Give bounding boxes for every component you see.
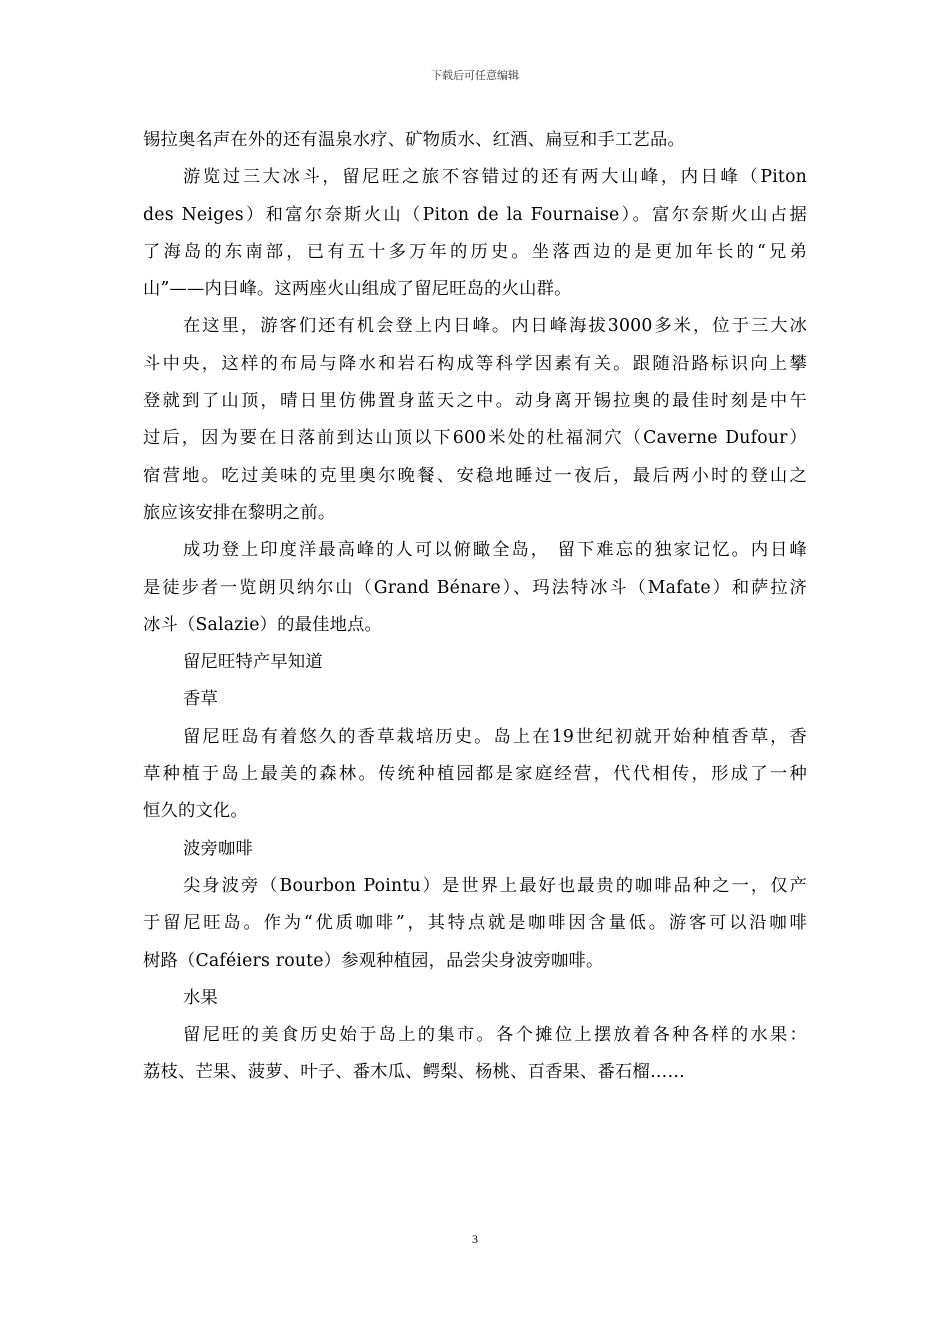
text-line: 于留尼旺岛。作为“优质咖啡”，其特点就是咖啡因含量低。游客可以沿咖啡 <box>143 913 807 934</box>
text-line: 草种植于岛上最美的森林。传统种植园都是家庭经营，代代相传，形成了一种 <box>143 764 807 785</box>
text-line: 登就到了山顶，晴日里仿佛置身蓝天之中。动身离开锡拉奥的最佳时刻是中午 <box>143 391 807 412</box>
text-line: 成功登上印度洋最高峰的人可以俯瞰全岛， 留下难忘的独家记忆。内日峰 <box>183 540 807 561</box>
text-line: 锡拉奥名声在外的还有温泉水疗、矿物质水、红酒、扁豆和手工艺品。 <box>143 130 685 150</box>
text-line: 留尼旺的美食历史始于岛上的集市。各个摊位上摆放着各种各样的水果： <box>183 1025 807 1046</box>
section-heading: 波旁咖啡 <box>183 838 253 859</box>
text-line: 荔枝、芒果、菠萝、叶子、番木瓜、鳄梨、杨桃、百香果、番石榴…… <box>143 1062 685 1083</box>
text-line: 尖身波旁（Bourbon Pointu）是世界上最好也最贵的咖啡品种之一，仅产 <box>183 875 807 896</box>
text-line: 山”——内日峰。这两座火山组成了留尼旺岛的火山群。 <box>143 279 572 300</box>
text-line: 了海岛的东南部，已有五十多万年的历史。坐落西边的是更加年长的“兄弟 <box>143 241 807 262</box>
text-line: des Neiges）和富尔奈斯火山（Piton de la Fournaise）。富尔奈斯火山占据 <box>143 204 807 225</box>
text-line: 冰斗（Salazie）的最佳地点。 <box>143 614 383 635</box>
section-heading: 水果 <box>183 987 218 1008</box>
section-heading: 留尼旺特产早知道 <box>183 652 323 673</box>
text-line: 游览过三大冰斗，留尼旺之旅不容错过的还有两大山峰，内日峰（Piton <box>183 167 807 188</box>
text-line: 过后，因为要在日落前到达山顶以下600米处的杜福洞穴（Caverne Dufour） <box>143 428 807 449</box>
text-line: 留尼旺岛有着悠久的香草栽培历史。岛上在19世纪初就开始种植香草，香 <box>183 726 807 747</box>
text-line: 旅应该安排在黎明之前。 <box>143 502 336 523</box>
text-line: 恒久的文化。 <box>143 801 248 822</box>
page-number: 3 <box>472 1232 478 1246</box>
text-line: 是徒步者一览朗贝纳尔山（Grand Bénare）、玛法特冰斗（Mafate）和萨拉济 <box>143 577 807 598</box>
section-heading: 香草 <box>183 689 218 710</box>
page-header: 下载后可任意编辑 <box>431 69 519 82</box>
text-line: 宿营地。吃过美味的克里奥尔晚餐、安稳地睡过一夜后，最后两小时的登山之 <box>143 465 807 486</box>
body-text <box>143 122 807 1092</box>
text-line: 树路（Caféiers route）参观种植园，品尝尖身波旁咖啡。 <box>143 950 604 971</box>
text-line: 在这里，游客们还有机会登上内日峰。内日峰海拔3000多米，位于三大冰 <box>183 316 807 337</box>
text-line: 斗中央，这样的布局与降水和岩石构成等科学因素有关。跟随沿路标识向上攀 <box>143 353 807 374</box>
